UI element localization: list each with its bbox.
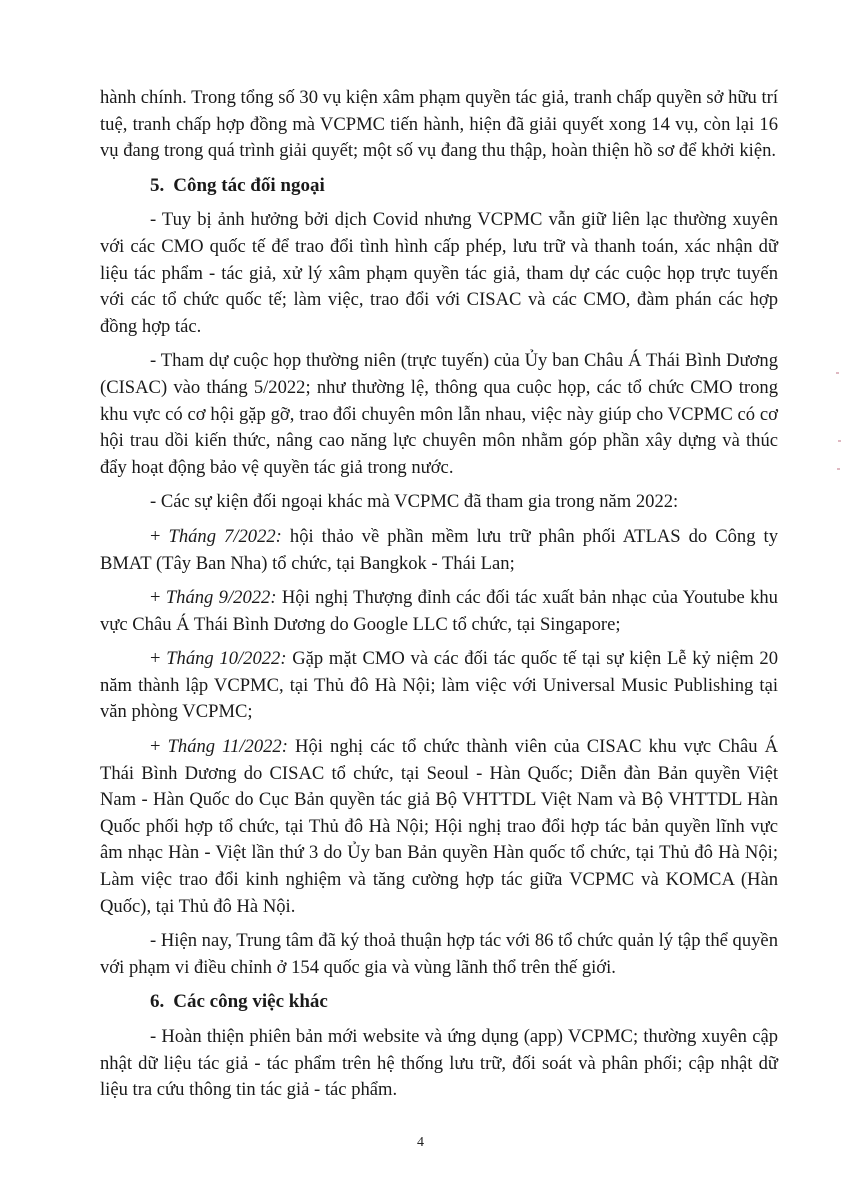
section-5-closing: - Hiện nay, Trung tâm đã ký thoả thuận hợp tác với 86 tổ chức quản lý tập thể quyền với phạm vi điều chỉnh ở 154 quốc gia và vùng lãnh thổ trên thế giới. (100, 930, 778, 978)
document-page (100, 85, 778, 1112)
page-number: 4 (417, 1135, 424, 1150)
section-6-title: Các công việc khác (173, 991, 328, 1013)
event-text: Hội nghị các tổ chức thành viên của CISAC khu vực Châu Á Thái Bình Dương do CISAC tổ chức, tại Seoul - Hàn Quốc; Diễn đàn Bản quyền Việt Nam - Hàn Quốc do Cục Bản quyền tác giả Bộ VHTTDL Việt Nam và Bộ VHTTDL Hàn Quốc phối hợp tổ chức, tại Thủ đô Hà Nội; Hội nghị trao đổi hợp tác bản quyền lĩnh vực âm nhạc Hàn - Việt lần thứ 3 do Ủy ban Bản quyền Hàn quốc tổ chức, tại Thủ đô Hà Nội; Làm việc trao đổi kinh nghiệm và tăng cường hợp tác giữa VCPMC và KOMCA (Hàn Quốc), tại Thủ đô Hà Nội. (100, 736, 779, 917)
event-prefix: + (150, 587, 166, 609)
section-6-heading (100, 989, 778, 1016)
event-item (100, 585, 778, 638)
event-item (100, 734, 778, 920)
section-5-number: 5. (150, 174, 165, 196)
event-date: Tháng 10/2022: (166, 648, 287, 670)
scan-artifact (837, 468, 840, 470)
section-6-paragraph: - Hoàn thiện phiên bản mới website và ứng dụng (app) VCPMC; thường xuyên cập nhật dữ liệu tác giả - tác phẩm trên hệ thống lưu trữ, đối soát và phân phối; cập nhật dữ liệu tra cứu thông tin tác giả - tác phẩm. (100, 1026, 778, 1101)
event-text: hội thảo về phần mềm lưu trữ phân phối ATLAS do Công ty BMAT (Tây Ban Nha) tổ chức, tại Bangkok - Thái Lan; (100, 525, 778, 574)
event-prefix: + (150, 525, 169, 547)
event-text: Hội nghị Thượng đỉnh các đối tác xuất bản nhạc của Youtube khu vực Châu Á Thái Bình Dương do Google LLC tổ chức, tại Singapore; (100, 587, 778, 635)
event-item (100, 524, 778, 577)
section-5-heading (100, 173, 778, 200)
intro-paragraph: hành chính. Trong tổng số 30 vụ kiện xâm phạm quyền tác giả, tranh chấp quyền sở hữu trí tuệ, tranh chấp hợp đồng mà VCPMC tiến hành, hiện đã giải quyết xong 14 vụ, còn lại 16 vụ đang trong quá trình giải quyết; một số vụ đang thu thập, hoàn thiện hồ sơ để khởi kiện. (100, 87, 778, 162)
event-text: Gặp mặt CMO và các đối tác quốc tế tại sự kiện Lễ kỷ niệm 20 năm thành lập VCPMC, tại Thủ đô Hà Nội; làm việc với Universal Music Publishing tại văn phòng VCPMC; (100, 648, 778, 723)
section-6-number: 6. (150, 991, 165, 1013)
event-prefix: + (150, 736, 168, 758)
section-5-paragraph: - Tuy bị ảnh hưởng bởi dịch Covid nhưng VCPMC vẫn giữ liên lạc thường xuyên với các CMO quốc tế để trao đổi tình hình cấp phép, lưu trữ và thanh toán, xác nhận dữ liệu tác phẩm - tác giả, xử lý xâm phạm quyền tác giả, tham dự các cuộc họp trực tuyến với các tổ chức quốc tế; làm việc, trao đổi với CISAC và các CMO, đàm phán các hợp đồng hợp tác. (100, 209, 778, 337)
event-prefix: + (150, 648, 167, 670)
event-date: Tháng 11/2022: (167, 736, 288, 758)
scan-artifact (836, 372, 839, 374)
section-5-paragraph: - Các sự kiện đối ngoại khác mà VCPMC đã tham gia trong năm 2022: (150, 491, 679, 513)
event-item (100, 646, 778, 726)
section-5-paragraph: - Tham dự cuộc họp thường niên (trực tuyến) của Ủy ban Châu Á Thái Bình Dương (CISAC) vào tháng 5/2022; như thường lệ, thông qua cuộc họp, các tổ chức CMO trong khu vực có cơ hội gặp gỡ, trao đổi chuyên môn lẫn nhau, việc này giúp cho VCPMC có cơ hội trau dồi kiến thức, nâng cao năng lực chuyên môn nhằm góp phần xây dựng và thúc đẩy hoạt động bảo vệ quyền tác giả trong nước. (100, 350, 778, 478)
section-5-title: Công tác đối ngoại (173, 174, 325, 196)
event-date: Tháng 7/2022: (168, 525, 282, 547)
event-date: Tháng 9/2022: (165, 587, 277, 609)
